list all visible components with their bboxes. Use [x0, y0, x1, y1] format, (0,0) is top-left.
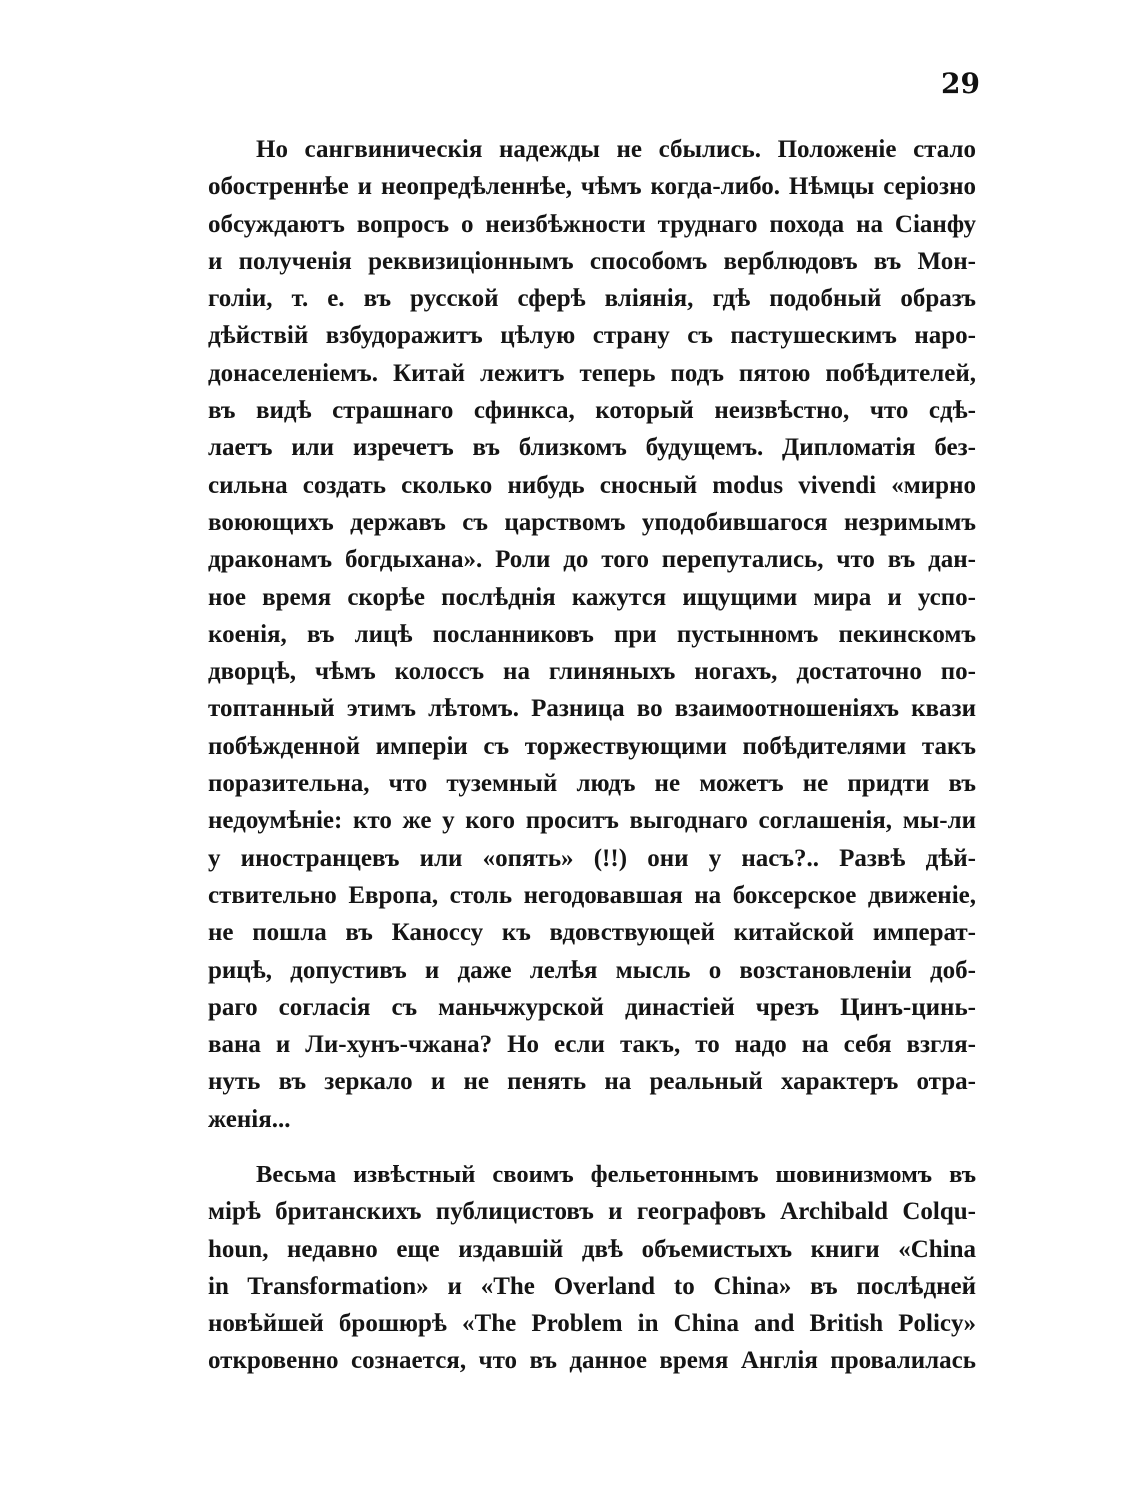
text-line: in Transformation» и «The Overland to China» въ послѣдней — [208, 1272, 976, 1300]
text-line: рицѣ, допустивъ и даже лелѣя мысль о возстановленіи доб- — [208, 956, 976, 984]
text-line: houn, недавно еще издавшій двѣ объемистыхъ книги «China — [208, 1235, 976, 1263]
text-line: сильна создать сколько нибудь сносный modus vivendi «мирно — [208, 471, 976, 499]
text-line: драконамъ богдыхана». Роли до того перепутались, что въ дан- — [208, 546, 976, 574]
text-line: недоумѣніе: кто же у кого проситъ выгоднаго соглашенія, мы-ли — [208, 807, 976, 835]
text-line: Весьма извѣстный своимъ фельетоннымъ шовинизмомъ въ — [256, 1161, 976, 1188]
text-line: воюющихъ державъ съ царствомъ уподобившагося незримымъ — [208, 508, 976, 536]
text-line: дѣйствій взбудоражитъ цѣлую страну съ пастушескимъ наро- — [208, 322, 976, 350]
text-line: нуть въ зеркало и не пенять на реальный характеръ отра- — [208, 1068, 976, 1096]
page-number: 29 — [941, 67, 980, 100]
text-line: побѣжденной имперіи съ торжествующими побѣдителями такъ — [208, 732, 976, 760]
text-line: новѣйшей брошюрѣ «The Problem in China and British Policy» — [208, 1310, 976, 1338]
text-line: Но сангвиническія надежды не сбылись. Положеніе стало — [256, 136, 976, 163]
text-line: вана и Ли-хунъ-чжана? Но если такъ, то надо на себя взгля- — [208, 1031, 976, 1059]
text-line: лаетъ или изречетъ въ близкомъ будущемъ. Дипломатія без- — [208, 434, 976, 462]
text-line: коенія, въ лицѣ посланниковъ при пустынномъ пекинскомъ — [208, 620, 976, 648]
text-line: у иностранцевъ или «опять» (!!) они у насъ?.. Развѣ дѣй- — [208, 844, 976, 872]
text-line: обсуждаютъ вопросъ о неизбѣжности труднаго похода на Сіанфу — [208, 210, 976, 238]
text-line: откровенно сознается, что въ данное время Англія провалилась — [208, 1347, 976, 1375]
paragraph-1 — [208, 131, 976, 1138]
text-line: голіи, т. е. въ русской сферѣ вліянія, гдѣ подобный образъ — [208, 285, 976, 313]
text-line: раго согласія съ маньчжурской династіей чрезъ Цинъ-цинь- — [208, 993, 976, 1021]
text-line: донаселеніемъ. Китай лежитъ теперь подъ пятою побѣдителей, — [208, 359, 976, 387]
text-line: ствительно Европа, столь негодовавшая на боксерское движеніе, — [208, 881, 976, 909]
text-line: мірѣ британскихъ публицистовъ и географовъ Archibald Colqu- — [208, 1198, 976, 1226]
text-line: топтанный этимъ лѣтомъ. Разница во взаимоотношеніяхъ квази — [208, 695, 976, 723]
text-line: женія... — [208, 1105, 291, 1133]
text-line: и полученія реквизиціоннымъ способомъ верблюдовъ въ Мон- — [208, 247, 976, 275]
text-line: не пошла въ Каноссу къ вдовствующей китайской императ- — [208, 919, 976, 947]
text-line: въ видѣ страшнаго сфинкса, который неизвѣстно, что сдѣ- — [208, 397, 976, 425]
text-line: обостреннѣе и неопредѣленнѣе, чѣмъ когда-либо. Нѣмцы серіозно — [208, 173, 976, 201]
text-line: ное время скорѣе послѣднія кажутся ищущими мира и успо- — [208, 583, 976, 611]
text-line: поразительна, что туземный людъ не можетъ не придти въ — [208, 770, 976, 798]
text-line: дворцѣ, чѣмъ колоссъ на глиняныхъ ногахъ, достаточно по- — [208, 658, 976, 686]
paragraph-2 — [208, 1156, 976, 1380]
